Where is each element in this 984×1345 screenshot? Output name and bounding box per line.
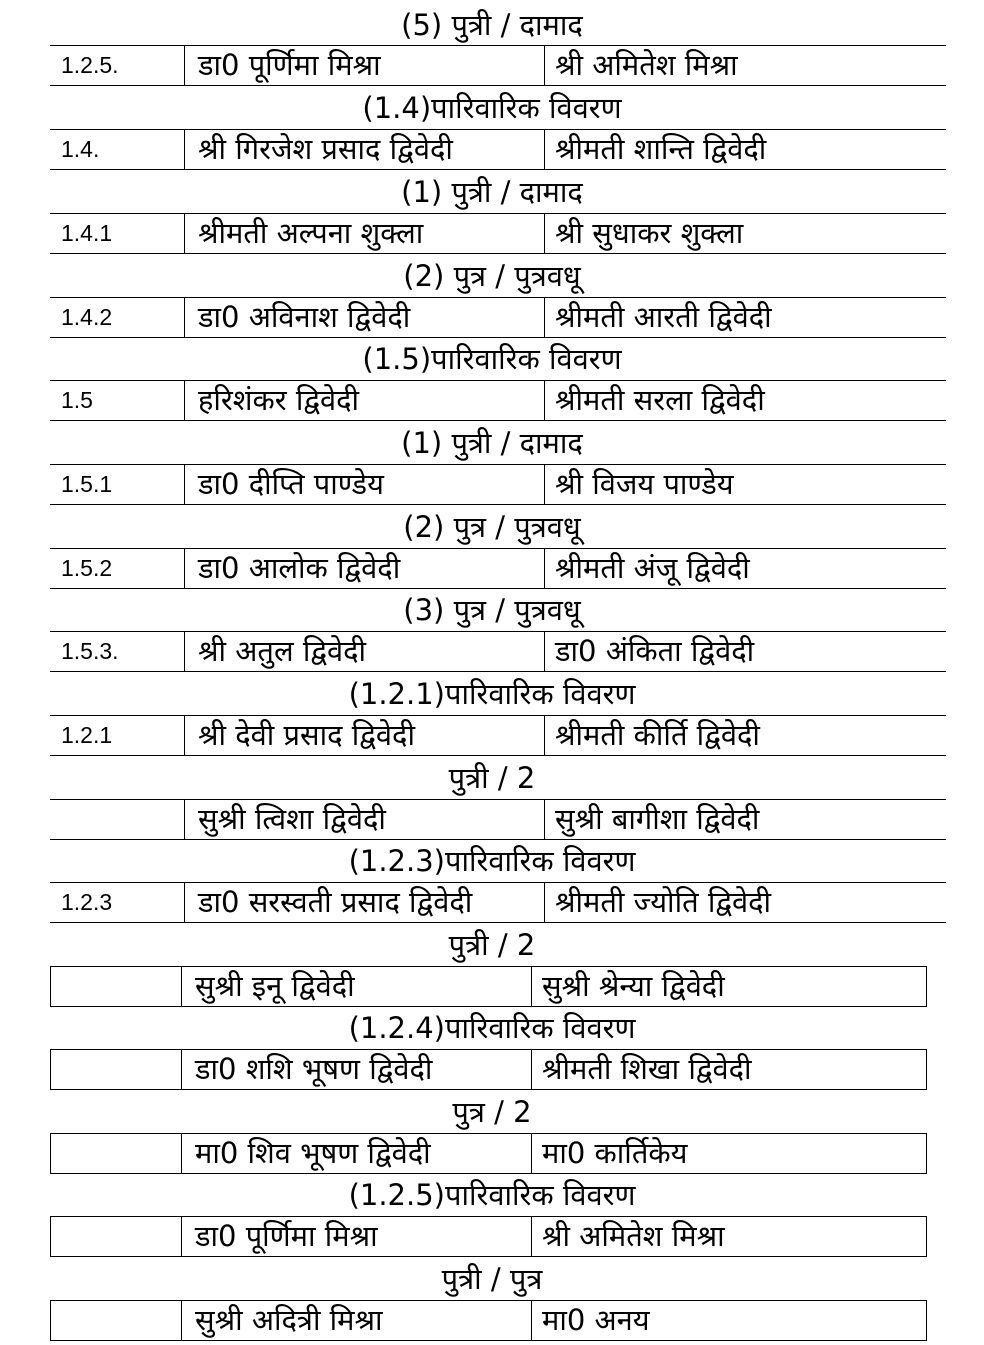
entry-number: 1.5 [61,387,93,413]
spouse-name: डा0 अंकिता द्विवेदी [544,632,946,671]
section-heading: पुत्री / पुत्र [441,1262,543,1296]
section-heading: पुत्र / 2 [452,1095,532,1129]
section-heading: (1.2.5)पारिवारिक विवरण [348,1178,636,1212]
entry-number: 1.4. [61,136,100,162]
entry-number [51,1301,181,1340]
spouse-name: श्रीमती कीर्ति द्विवेदी [544,716,946,755]
spouse-name: श्री अमितेश मिश्रा [531,1217,926,1256]
member-name: डा0 पूर्णिमा मिश्रा [181,1217,531,1256]
member-name: डा0 अविनाश द्विवेदी [184,298,544,337]
entry-number: 1.2.5. [61,52,119,78]
section-heading: (5) पुत्री / दामाद [401,8,583,42]
section-heading: (1.4)पारिवारिक विवरण [362,91,622,125]
section-heading: (1.2.4)पारिवारिक विवरण [348,1011,636,1045]
section-heading: (1) पुत्री / दामाद [401,175,583,209]
member-name: डा0 सरस्वती प्रसाद द्विवेदी [184,883,544,922]
spouse-name: श्रीमती सरला द्विवेदी [544,381,946,420]
member-name: सुश्री त्विशा द्विवेदी [184,800,544,839]
entry-number: 1.5.2 [61,555,113,581]
table-row [50,631,946,672]
entry-number: 1.5.1 [61,471,113,497]
spouse-name: सुश्री श्रेन्या द्विवेदी [531,967,926,1006]
member-name: श्रीमती अल्पना शुक्ला [184,214,544,253]
member-name: श्री देवी प्रसाद द्विवेदी [184,716,544,755]
table-row [50,1133,927,1174]
member-name: डा0 दीप्ति पाण्डेय [184,465,544,504]
table-row [50,464,946,505]
table-row [50,966,927,1007]
table-row [50,1216,927,1257]
entry-number [51,967,181,1006]
table-row [50,715,946,756]
spouse-name: श्रीमती आरती द्विवेदी [544,298,946,337]
entry-number [50,800,184,839]
table-row [50,882,946,923]
section-heading: (1.2.1)पारिवारिक विवरण [348,677,636,711]
member-name: श्री अतुल द्विवेदी [184,632,544,671]
entry-number: 1.2.1 [61,722,113,748]
spouse-name: सुश्री बागीशा द्विवेदी [544,800,946,839]
entry-number [51,1050,181,1089]
table-row [50,297,946,338]
section-heading: पुत्री / 2 [448,928,536,962]
entry-number [51,1134,181,1173]
member-name: मा0 शिव भूषण द्विवेदी [181,1134,531,1173]
table-row [50,45,946,86]
table-row [50,380,946,421]
section-heading: (1) पुत्री / दामाद [401,426,583,460]
spouse-name: मा0 अनय [531,1301,926,1340]
member-name: डा0 शशि भूषण द्विवेदी [181,1050,531,1089]
table-row [50,548,946,589]
entry-number: 1.2.3 [61,889,113,915]
spouse-name: श्रीमती ज्योति द्विवेदी [544,883,946,922]
section-heading: (3) पुत्र / पुत्रवधू [403,593,581,627]
spouse-name: श्री अमितेश मिश्रा [544,46,946,85]
spouse-name: श्री सुधाकर शुक्ला [544,214,946,253]
entry-number [51,1217,181,1256]
entry-number: 1.4.2 [61,304,113,330]
spouse-name: श्री विजय पाण्डेय [544,465,946,504]
spouse-name: श्रीमती शिखा द्विवेदी [531,1050,926,1089]
spouse-name: श्रीमती अंजू द्विवेदी [544,549,946,588]
table-row [50,1300,927,1341]
member-name: सुश्री अदित्री मिश्रा [181,1301,531,1340]
section-heading: (2) पुत्र / पुत्रवधू [403,259,581,293]
section-heading: (2) पुत्र / पुत्रवधू [403,510,581,544]
table-row [50,799,946,840]
table-row [50,1049,927,1090]
member-name: श्री गिरजेश प्रसाद द्विवेदी [184,130,544,169]
member-name: डा0 आलोक द्विवेदी [184,549,544,588]
spouse-name: मा0 कार्तिकेय [531,1134,926,1173]
entry-number: 1.5.3. [61,638,119,664]
section-heading: (1.5)पारिवारिक विवरण [362,342,622,376]
member-name: हरिशंकर द्विवेदी [184,381,544,420]
entry-number: 1.4.1 [61,220,113,246]
member-name: सुश्री इनू द्विवेदी [181,967,531,1006]
member-name: डा0 पूर्णिमा मिश्रा [184,46,544,85]
table-row [50,213,946,254]
spouse-name: श्रीमती शान्ति द्विवेदी [544,130,946,169]
section-heading: पुत्री / 2 [448,761,536,795]
table-row [50,129,946,170]
section-heading: (1.2.3)पारिवारिक विवरण [348,844,636,878]
